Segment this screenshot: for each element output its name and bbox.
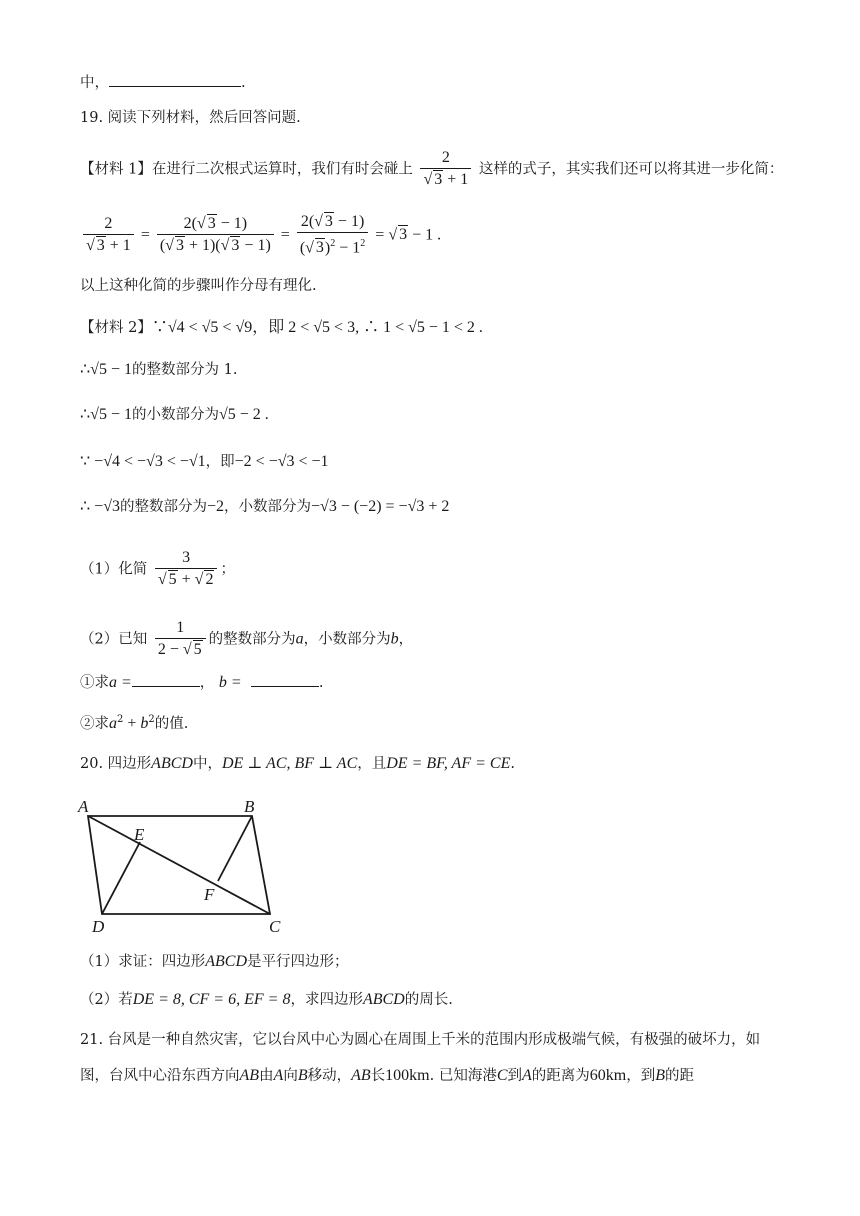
var: ABCD (151, 755, 193, 772)
part-label: （1）化简 (80, 561, 148, 578)
var: b = (218, 674, 242, 691)
text: ，即 (205, 454, 235, 470)
q19-sub2: ②求$a^2 + b^2$的值. (80, 714, 189, 732)
segment-de (102, 842, 140, 914)
var: AB (351, 1067, 371, 1084)
math-expr: ∴√5 − 1 (80, 406, 132, 423)
material2-line4 (80, 452, 329, 472)
q21-line2 (80, 1066, 694, 1086)
text: ，小数部分为 (224, 499, 312, 515)
fraction-2-over-sqrt3-plus1: $\frac{2}{√ 3 + 1}$ (420, 148, 471, 191)
material2-line1 (80, 318, 483, 338)
text: 的距 (665, 1068, 695, 1084)
var: AB (239, 1067, 260, 1084)
var: A (522, 1067, 532, 1084)
math-expr: ∵ −√4 < −√3 < −√1 (80, 453, 206, 470)
var: B (297, 1067, 308, 1084)
top-line-text: 中， (80, 75, 109, 91)
var: B (655, 1067, 666, 1084)
material2-line2 (80, 360, 237, 380)
math-expr: √5 − 2 . (218, 406, 269, 423)
material1-label: 【材料 1】 (80, 161, 152, 178)
text: 20. 四边形 (80, 756, 152, 772)
material2-inequality: ∵√4 < √5 < √9，即 2 < √5 < 3, ∴ 1 < √5 − 1 < 2 . (151, 319, 483, 336)
math-expr: −2 < −√3 < −1 (234, 453, 329, 470)
math-expr: 60km (589, 1067, 627, 1084)
q19-sub1 (80, 672, 324, 693)
text: ，且 (357, 756, 387, 772)
q20-heading (80, 754, 515, 774)
text: ； (220, 561, 235, 578)
q20-part2 (80, 990, 453, 1010)
text: . (318, 675, 324, 691)
answer-blank-a (132, 672, 200, 687)
math-expr: −2 (206, 498, 225, 515)
math-expr: DE = 8, CF = 6, EF = 8 (132, 991, 291, 1008)
q19-part1 (80, 548, 235, 591)
text: 长 (370, 1068, 386, 1084)
var: a (295, 630, 304, 648)
text: 的值. (154, 715, 189, 732)
var: b (390, 630, 399, 648)
text: 的整数部分为 1. (131, 362, 238, 378)
math-expr: DE ⊥ AC, BF ⊥ AC (221, 755, 358, 772)
text: 的整数部分为 (119, 499, 207, 515)
text: 的周长. (404, 992, 453, 1008)
var: C (496, 1067, 508, 1084)
rationalization-equation: $\frac{2}{√ 3 + 1}$ = $\frac{2(√ 3 - 1)}{(√ 3 + 1)(√ 3 - 1)}$ = $\frac{2(√ 3 - 1)}{(√ 3)^2 - 1^2}$ = √ 3 − 1 . (80, 212, 441, 259)
q21-line1: 21. 台风是一种自然灾害，它以台风中心为圆心在周围上千米的范围内形成极端气候，有极强的破坏力，如 (80, 1032, 761, 1048)
var: ABCD (205, 953, 248, 970)
answer-blank-b (251, 672, 319, 687)
math-expr: −√3 − (−2) = −√3 + 2 (311, 498, 450, 515)
math-expr: DE = BF, AF = CE (386, 755, 511, 772)
label-b: B (244, 797, 255, 816)
var: A (273, 1067, 284, 1084)
text: 移动， (307, 1068, 352, 1084)
text: 向 (283, 1068, 298, 1084)
q19-part2 (80, 618, 413, 661)
math-expr: ∴ −√3 (80, 498, 120, 515)
segment-bf (218, 816, 252, 881)
text: ①求 (80, 675, 109, 691)
fraction-1-over-2-minus-sqrt5: $\frac{1}{2 - √ 5}$ (155, 618, 206, 661)
material2-label: 【材料 2】 (80, 320, 152, 336)
label-c: C (269, 917, 281, 936)
top-line (80, 72, 246, 93)
part-label: （2）已知 (80, 631, 148, 648)
text: 是平行四边形； (247, 954, 349, 970)
text: 的距离为 (531, 1068, 590, 1084)
text: ②求 (80, 715, 109, 732)
q19-heading: 19. 阅读下列材料，然后回答问题. (80, 110, 301, 126)
q20-part1 (80, 952, 349, 972)
text: ，求四边形 (290, 992, 363, 1008)
text: 由 (259, 1068, 274, 1084)
text: 中， (192, 756, 222, 772)
label-f: F (204, 885, 215, 904)
text: （1）求证：四边形 (80, 954, 206, 970)
var: ABCD (362, 991, 405, 1008)
text: ， (398, 631, 414, 648)
text: 的小数部分为 (131, 407, 219, 423)
var: a = (109, 674, 132, 691)
label-a: A (78, 797, 89, 816)
material1-text-b: 这样的式子，其实我们还可以将其进一步化简： (478, 161, 784, 178)
text: ， (199, 675, 215, 691)
text: . (510, 756, 515, 772)
material1-conclusion: 以上这种化简的步骤叫作分母有理化. (80, 278, 317, 294)
fraction-3-over-sqrt5-plus-sqrt2: $\frac{3}{√ 5 + √ 2}$ (155, 548, 218, 591)
math-expr: ∴√5 − 1 (80, 361, 132, 378)
parallelogram-figure (76, 796, 286, 936)
diagonal-ac (88, 816, 270, 914)
text: 的整数部分为 (208, 631, 296, 648)
math-expr: 100km (385, 1067, 430, 1084)
material1-text-a: 在进行二次根式运算时，我们有时会碰上 (151, 161, 413, 178)
text: . 已知海港 (429, 1068, 497, 1084)
text: （2）若 (80, 992, 133, 1008)
q19-material1-line (80, 148, 783, 191)
top-line-end: . (241, 75, 246, 91)
text: 到 (507, 1068, 522, 1084)
text: ，到 (626, 1068, 656, 1084)
material2-line5 (80, 497, 449, 517)
material2-line3 (80, 405, 269, 425)
text: 图，台风中心沿东西方向 (80, 1068, 240, 1084)
label-e: E (134, 825, 145, 844)
text: ，小数部分为 (303, 631, 391, 648)
answer-blank (109, 72, 241, 87)
label-d: D (92, 917, 105, 936)
